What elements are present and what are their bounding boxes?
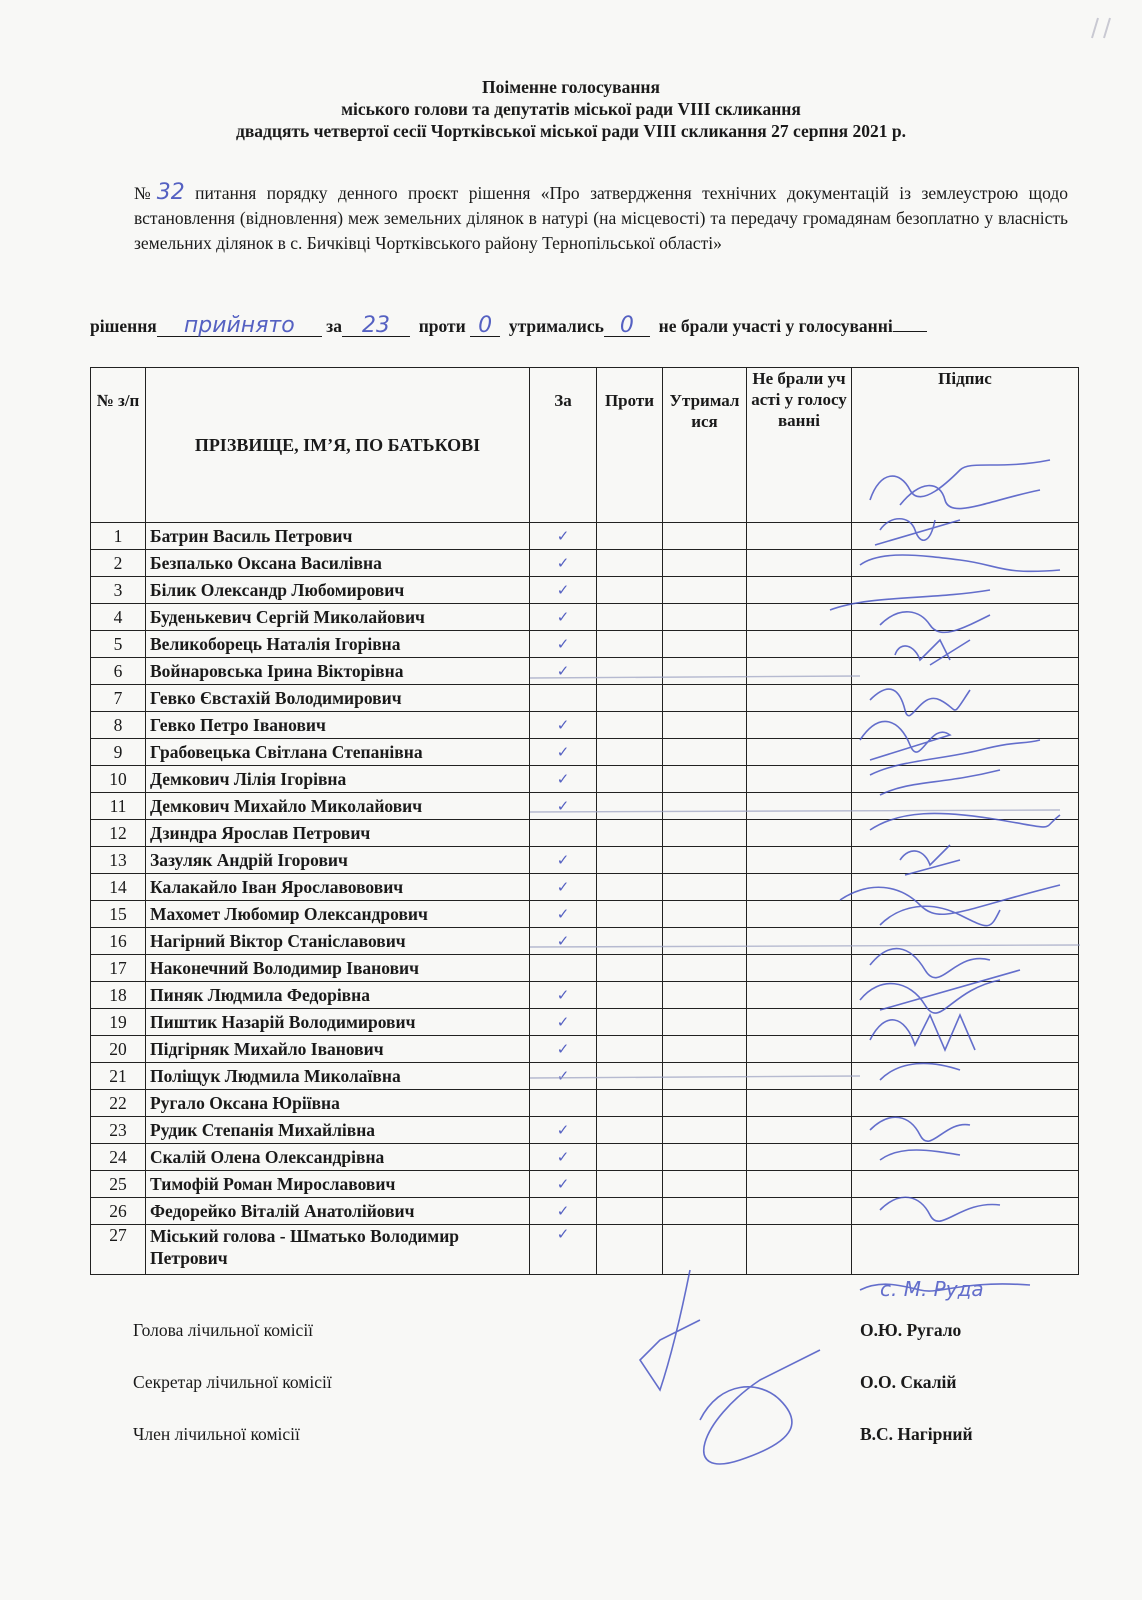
not-voted-cell bbox=[747, 1036, 852, 1063]
vote-for-mark bbox=[530, 955, 597, 982]
table-row bbox=[91, 1171, 1079, 1198]
row-number: 18 bbox=[91, 982, 146, 1009]
not-voted-cell bbox=[747, 901, 852, 928]
vote-abstained-cell bbox=[663, 766, 747, 793]
member-name: Великоборець Наталія Ігорівна bbox=[146, 631, 530, 658]
vote-against-cell bbox=[597, 604, 663, 631]
table-row bbox=[91, 739, 1079, 766]
not-voted-cell bbox=[747, 712, 852, 739]
roll-call-table bbox=[90, 367, 1079, 1275]
member-name: Гевко Петро Іванович bbox=[146, 712, 530, 739]
for-count: 23 bbox=[342, 316, 410, 337]
vote-for-mark: ✓ bbox=[530, 739, 597, 766]
vote-against-cell bbox=[597, 1225, 663, 1275]
signature-cell bbox=[852, 1144, 1079, 1171]
vote-for-mark: ✓ bbox=[530, 1063, 597, 1090]
page-number-mark bbox=[1088, 14, 1128, 40]
not-voted-cell bbox=[747, 928, 852, 955]
vote-abstained-cell bbox=[663, 874, 747, 901]
vote-abstained-cell bbox=[663, 1009, 747, 1036]
row-number: 23 bbox=[91, 1117, 146, 1144]
signature-cell bbox=[852, 928, 1079, 955]
table-row bbox=[91, 631, 1079, 658]
vote-abstained-cell bbox=[663, 739, 747, 766]
table-row bbox=[91, 685, 1079, 712]
vote-for-mark: ✓ bbox=[530, 847, 597, 874]
vote-against-cell bbox=[597, 982, 663, 1009]
vote-for-mark: ✓ bbox=[530, 874, 597, 901]
vote-for-mark: ✓ bbox=[530, 604, 597, 631]
member-name: Батрин Василь Петрович bbox=[146, 523, 530, 550]
row-number: 21 bbox=[91, 1063, 146, 1090]
header-session: двадцять четвертої сесії Чортківської міської ради VIII скликання 27 серпня 2021 р. bbox=[235, 121, 907, 141]
signature-cell bbox=[852, 847, 1079, 874]
vote-against-cell bbox=[597, 820, 663, 847]
vote-against-cell bbox=[597, 955, 663, 982]
not-voted-cell bbox=[747, 982, 852, 1009]
table-row bbox=[91, 523, 1079, 550]
vote-abstained-cell bbox=[663, 901, 747, 928]
member-name: Махомет Любомир Олександрович bbox=[146, 901, 530, 928]
vote-abstained-cell bbox=[663, 928, 747, 955]
vote-for-mark: ✓ bbox=[530, 1036, 597, 1063]
vote-against-cell bbox=[597, 712, 663, 739]
table-row bbox=[91, 1144, 1079, 1171]
table-header-row bbox=[91, 368, 1079, 523]
decision-line bbox=[90, 313, 1070, 338]
member-name: Войнаровська Ірина Вікторівна bbox=[146, 658, 530, 685]
table-row bbox=[91, 955, 1079, 982]
row-number: 5 bbox=[91, 631, 146, 658]
vote-for-mark: ✓ bbox=[530, 1171, 597, 1198]
vote-abstained-cell bbox=[663, 1198, 747, 1225]
member-name: Поліщук Людмила Миколаївна bbox=[146, 1063, 530, 1090]
row-number: 14 bbox=[91, 874, 146, 901]
vote-abstained-cell bbox=[663, 820, 747, 847]
member-name: Демкович Лілія Ігорівна bbox=[146, 766, 530, 793]
vote-abstained-cell bbox=[663, 1036, 747, 1063]
signature-cell bbox=[852, 631, 1079, 658]
signature-cell bbox=[852, 1090, 1079, 1117]
vote-for-mark: ✓ bbox=[530, 982, 597, 1009]
decision-label: рішення bbox=[90, 316, 157, 336]
vote-for-mark: ✓ bbox=[530, 1144, 597, 1171]
header-subtitle: міського голови та депутатів міської ради VIII скликання bbox=[341, 99, 801, 119]
document-header bbox=[60, 76, 1082, 142]
member-label: Член лічильної комісії bbox=[133, 1424, 300, 1444]
signature-cell bbox=[852, 1117, 1079, 1144]
member-name: Нагірний Віктор Станіславович bbox=[146, 928, 530, 955]
not-voted-cell bbox=[747, 604, 852, 631]
signature-cell bbox=[852, 739, 1079, 766]
question-text: питання порядку денного проєкт рішення «Про затвердження технічних документацій із землеустрою щодо встановлення (відновлення) меж земельних ділянок в натурі (на місцевості) та передачу громадянам безоплатно у власність земельних ділянок в с. Бичківці Чортківського району Тернопільської області» bbox=[134, 183, 1069, 253]
row-number: 16 bbox=[91, 928, 146, 955]
vote-against-cell bbox=[597, 847, 663, 874]
question-number: 32 bbox=[156, 180, 185, 205]
table-row bbox=[91, 793, 1079, 820]
vote-for-mark: ✓ bbox=[530, 550, 597, 577]
vote-against-cell bbox=[597, 1117, 663, 1144]
not-voted-label: не брали участі у голосуванні bbox=[658, 316, 893, 336]
table-row bbox=[91, 1009, 1079, 1036]
table-row bbox=[91, 928, 1079, 955]
not-voted-cell bbox=[747, 1090, 852, 1117]
signature-cell bbox=[852, 874, 1079, 901]
signature-cell bbox=[852, 793, 1079, 820]
row-number: 17 bbox=[91, 955, 146, 982]
abstained-count: 0 bbox=[604, 316, 650, 337]
against-count: 0 bbox=[470, 316, 500, 337]
table-row bbox=[91, 1036, 1079, 1063]
member-name: Пиштик Назарій Володимирович bbox=[146, 1009, 530, 1036]
signature-cell bbox=[852, 1225, 1079, 1275]
vote-against-cell bbox=[597, 1009, 663, 1036]
vote-against-cell bbox=[597, 577, 663, 604]
member-name: Зазуляк Андрій Ігорович bbox=[146, 847, 530, 874]
member-name: Ругало Оксана Юріївна bbox=[146, 1090, 530, 1117]
vote-for-mark: ✓ bbox=[530, 928, 597, 955]
table-row bbox=[91, 1063, 1079, 1090]
not-voted-cell bbox=[747, 1171, 852, 1198]
secretary-label: Секретар лічильної комісії bbox=[133, 1372, 332, 1392]
signature-cell bbox=[852, 685, 1079, 712]
table-row bbox=[91, 820, 1079, 847]
member-name: Дзиндра Ярослав Петрович bbox=[146, 820, 530, 847]
row-number: 26 bbox=[91, 1198, 146, 1225]
row-number: 6 bbox=[91, 658, 146, 685]
header-against: Проти bbox=[597, 368, 663, 523]
table-row bbox=[91, 766, 1079, 793]
signature-cell bbox=[852, 955, 1079, 982]
member-name: Калакайло Іван Ярославовович bbox=[146, 874, 530, 901]
row-number: 7 bbox=[91, 685, 146, 712]
vote-for-mark bbox=[530, 820, 597, 847]
header-name: ПРІЗВИЩЕ, ІМ’Я, ПО БАТЬКОВІ bbox=[146, 368, 530, 523]
not-voted-cell bbox=[747, 847, 852, 874]
table-row bbox=[91, 901, 1079, 928]
vote-for-mark bbox=[530, 685, 597, 712]
vote-against-cell bbox=[597, 766, 663, 793]
row-number: 22 bbox=[91, 1090, 146, 1117]
vote-for-mark: ✓ bbox=[530, 793, 597, 820]
member-name: Демкович Михайло Миколайович bbox=[146, 793, 530, 820]
vote-for-mark: ✓ bbox=[530, 766, 597, 793]
vote-against-cell bbox=[597, 793, 663, 820]
table-row bbox=[91, 577, 1079, 604]
vote-against-cell bbox=[597, 550, 663, 577]
secretary-name: О.О. Скалій bbox=[860, 1372, 957, 1392]
signature-cell bbox=[852, 658, 1079, 685]
table-row bbox=[91, 604, 1079, 631]
signature-cell bbox=[852, 982, 1079, 1009]
row-number: 2 bbox=[91, 550, 146, 577]
not-voted-cell bbox=[747, 1063, 852, 1090]
vote-abstained-cell bbox=[663, 631, 747, 658]
row-number: 10 bbox=[91, 766, 146, 793]
table-row bbox=[91, 550, 1079, 577]
not-voted-cell bbox=[747, 1225, 852, 1275]
table-row bbox=[91, 847, 1079, 874]
signature-cell bbox=[852, 1063, 1079, 1090]
not-voted-cell bbox=[747, 1009, 852, 1036]
vote-against-cell bbox=[597, 928, 663, 955]
vote-abstained-cell bbox=[663, 1090, 747, 1117]
vote-against-cell bbox=[597, 1198, 663, 1225]
row-number: 15 bbox=[91, 901, 146, 928]
not-voted-cell bbox=[747, 1144, 852, 1171]
abstained-label: утримались bbox=[508, 316, 604, 336]
signature-cell bbox=[852, 604, 1079, 631]
row-number: 8 bbox=[91, 712, 146, 739]
table-row bbox=[91, 982, 1079, 1009]
vote-abstained-cell bbox=[663, 847, 747, 874]
signature-cell bbox=[852, 901, 1079, 928]
header-not-voted: Не брали участі у голосуванні bbox=[747, 368, 852, 523]
vote-against-cell bbox=[597, 1144, 663, 1171]
vote-against-cell bbox=[597, 658, 663, 685]
not-voted-cell bbox=[747, 1117, 852, 1144]
row-number: 19 bbox=[91, 1009, 146, 1036]
vote-against-cell bbox=[597, 874, 663, 901]
row-number: 4 bbox=[91, 604, 146, 631]
not-voted-cell bbox=[747, 550, 852, 577]
vote-abstained-cell bbox=[663, 550, 747, 577]
row-number: 24 bbox=[91, 1144, 146, 1171]
not-voted-cell bbox=[747, 523, 852, 550]
table-row bbox=[91, 712, 1079, 739]
member-name: Буденькевич Сергій Миколайович bbox=[146, 604, 530, 631]
agenda-question bbox=[134, 180, 1068, 256]
member-name: Підгірняк Михайло Іванович bbox=[146, 1036, 530, 1063]
member-name: Тимофій Роман Мирославович bbox=[146, 1171, 530, 1198]
not-voted-cell bbox=[747, 1198, 852, 1225]
member-name: Грабовецька Світлана Степанівна bbox=[146, 739, 530, 766]
signature-cell bbox=[852, 1198, 1079, 1225]
row-number: 3 bbox=[91, 577, 146, 604]
not-voted-cell bbox=[747, 631, 852, 658]
member-name: Рудик Степанія Михайлівна bbox=[146, 1117, 530, 1144]
signature-cell bbox=[852, 523, 1079, 550]
vote-against-cell bbox=[597, 1036, 663, 1063]
vote-abstained-cell bbox=[663, 982, 747, 1009]
chair-label: Голова лічильної комісії bbox=[133, 1320, 314, 1340]
row-number: 13 bbox=[91, 847, 146, 874]
row-number: 11 bbox=[91, 793, 146, 820]
vote-against-cell bbox=[597, 685, 663, 712]
vote-abstained-cell bbox=[663, 658, 747, 685]
vote-abstained-cell bbox=[663, 577, 747, 604]
vote-for-mark: ✓ bbox=[530, 658, 597, 685]
header-no: № з/п bbox=[91, 368, 146, 523]
signature-cell bbox=[852, 1009, 1079, 1036]
member-name: Федорейко Віталій Анатолійович bbox=[146, 1198, 530, 1225]
chair-name: О.Ю. Ругало bbox=[860, 1320, 962, 1340]
table-row bbox=[91, 658, 1079, 685]
row-number: 20 bbox=[91, 1036, 146, 1063]
against-label: проти bbox=[418, 316, 466, 336]
vote-against-cell bbox=[597, 631, 663, 658]
signature-cell bbox=[852, 766, 1079, 793]
vote-for-mark: ✓ bbox=[530, 712, 597, 739]
vote-abstained-cell bbox=[663, 712, 747, 739]
vote-abstained-cell bbox=[663, 1117, 747, 1144]
vote-for-mark: ✓ bbox=[530, 1117, 597, 1144]
vote-for-mark: ✓ bbox=[530, 577, 597, 604]
signature-cell bbox=[852, 1036, 1079, 1063]
row-number: 12 bbox=[91, 820, 146, 847]
not-voted-cell bbox=[747, 793, 852, 820]
not-voted-cell bbox=[747, 685, 852, 712]
vote-abstained-cell bbox=[663, 523, 747, 550]
signature-cell bbox=[852, 712, 1079, 739]
vote-against-cell bbox=[597, 1063, 663, 1090]
member-name: В.С. Нагірний bbox=[860, 1424, 973, 1444]
vote-abstained-cell bbox=[663, 955, 747, 982]
row-number: 25 bbox=[91, 1171, 146, 1198]
vote-against-cell bbox=[597, 523, 663, 550]
table-row bbox=[91, 1225, 1079, 1275]
vote-for-mark: ✓ bbox=[530, 523, 597, 550]
signature-cell bbox=[852, 577, 1079, 604]
vote-for-mark: ✓ bbox=[530, 901, 597, 928]
vote-against-cell bbox=[597, 1171, 663, 1198]
vote-abstained-cell bbox=[663, 1225, 747, 1275]
table-row bbox=[91, 874, 1079, 901]
vote-against-cell bbox=[597, 1090, 663, 1117]
member-name: Білик Олександр Любомирович bbox=[146, 577, 530, 604]
header-signature: Підпис bbox=[852, 368, 1079, 523]
table-row bbox=[91, 1117, 1079, 1144]
member-name: Скалій Олена Олександрівна bbox=[146, 1144, 530, 1171]
member-name: Міський голова - Шматько Володимир Петрович bbox=[146, 1225, 530, 1275]
signature-cell bbox=[852, 820, 1079, 847]
row-number: 9 bbox=[91, 739, 146, 766]
vote-for-mark: ✓ bbox=[530, 1009, 597, 1036]
vote-against-cell bbox=[597, 739, 663, 766]
row-number: 1 bbox=[91, 523, 146, 550]
header-for: За bbox=[530, 368, 597, 523]
decision-result: прийнято bbox=[157, 316, 322, 337]
table-row bbox=[91, 1198, 1079, 1225]
vote-abstained-cell bbox=[663, 1063, 747, 1090]
vote-against-cell bbox=[597, 901, 663, 928]
not-voted-cell bbox=[747, 955, 852, 982]
not-voted-cell bbox=[747, 766, 852, 793]
not-voted-count bbox=[893, 331, 927, 332]
member-name: Пиняк Людмила Федорівна bbox=[146, 982, 530, 1009]
member-name: Наконечний Володимир Іванович bbox=[146, 955, 530, 982]
table-row bbox=[91, 1090, 1079, 1117]
question-prefix: № bbox=[134, 183, 157, 203]
not-voted-cell bbox=[747, 577, 852, 604]
not-voted-cell bbox=[747, 820, 852, 847]
not-voted-cell bbox=[747, 658, 852, 685]
vote-abstained-cell bbox=[663, 793, 747, 820]
signature-cell bbox=[852, 1171, 1079, 1198]
vote-abstained-cell bbox=[663, 685, 747, 712]
vote-abstained-cell bbox=[663, 604, 747, 631]
not-voted-cell bbox=[747, 739, 852, 766]
signature-cell bbox=[852, 550, 1079, 577]
vote-abstained-cell bbox=[663, 1144, 747, 1171]
row-number: 27 bbox=[91, 1225, 146, 1275]
header-title: Поіменне голосування bbox=[482, 77, 660, 97]
vote-for-mark: ✓ bbox=[530, 1225, 597, 1275]
vote-for-mark: ✓ bbox=[530, 1198, 597, 1225]
not-voted-cell bbox=[747, 874, 852, 901]
member-name: Безпалько Оксана Василівна bbox=[146, 550, 530, 577]
for-label: за bbox=[326, 316, 342, 336]
header-abstained: Утрималися bbox=[663, 368, 747, 523]
vote-abstained-cell bbox=[663, 1171, 747, 1198]
vote-for-mark bbox=[530, 1090, 597, 1117]
member-name: Гевко Євстахій Володимирович bbox=[146, 685, 530, 712]
vote-for-mark: ✓ bbox=[530, 631, 597, 658]
handwritten-note: с. М. Руда bbox=[880, 1277, 984, 1301]
